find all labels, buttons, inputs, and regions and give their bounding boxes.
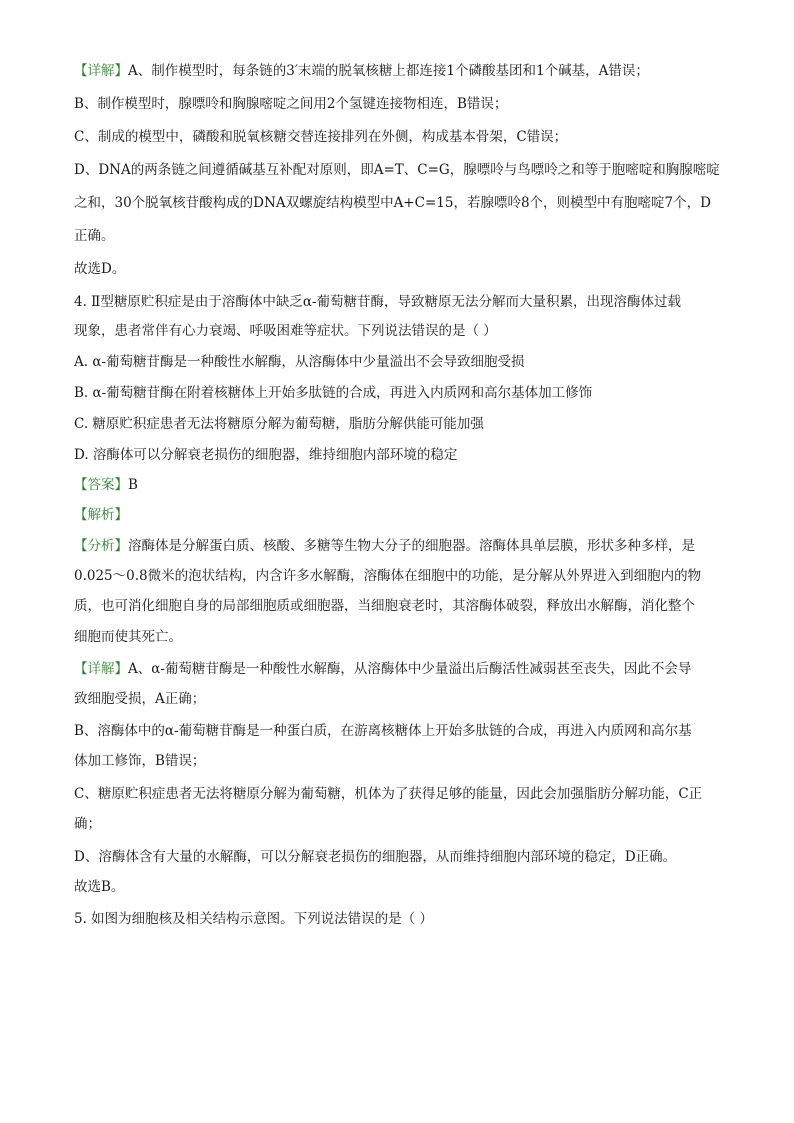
answer-tag: 【答案】 (74, 477, 128, 493)
answer-line (74, 476, 138, 494)
line-text: B、制作模型时，腺嘌呤和胸腺嘧啶之间用2个氢键连接物相连，B错误； (74, 96, 508, 112)
line-text: 确； (74, 816, 101, 832)
analysis-tag: 【解析】 (74, 507, 128, 523)
text-line (74, 567, 701, 585)
line-text: 细胞而使其死亡。 (74, 629, 182, 645)
text-line (74, 597, 695, 615)
line-text: 现象，患者常伴有心力衰竭、呼吸困难等症状。下列说法错误的是（ ） (74, 323, 497, 339)
text-line (74, 537, 695, 555)
question-4-stem (74, 293, 681, 311)
section-tag: 【详解】 (74, 63, 128, 79)
line-text: C、糖原贮积症患者无法将糖原分解为葡萄糖，机体为了获得足够的能量，因此会加强脂肪分解功能，C正 (74, 786, 703, 802)
text-line (74, 62, 649, 80)
line-text: 故选B。 (74, 879, 125, 895)
text-line (74, 128, 567, 146)
section-tag: 【详解】 (74, 661, 128, 677)
text-line (74, 752, 205, 770)
line-text: 正确。 (74, 228, 115, 244)
text-line (74, 722, 692, 740)
text-line (74, 878, 124, 896)
line-text: D. 溶酶体可以分解衰老损伤的细胞器，维持细胞内部环境的稳定 (74, 447, 458, 463)
line-text: 溶酶体是分解蛋白质、核酸、多糖等生物大分子的细胞器。溶酶体具单层膜，形状多种多样，是 (128, 538, 695, 554)
text-line (74, 322, 497, 340)
text-line (74, 95, 507, 113)
line-text: A、α-葡萄糖苷酶是一种酸性水解酶，从溶酶体中少量溢出后酶活性减弱甚至丧失，因此不会导 (128, 661, 692, 677)
line-text: 质，也可消化细胞自身的局部细胞质或细胞器，当细胞衰老时，其溶酶体破裂，释放出水解酶，消化整个 (74, 598, 695, 614)
text-line (74, 628, 182, 646)
line-text: 4. Ⅱ型糖原贮积症是由于溶酶体中缺乏α-葡萄糖苷酶，导致糖原无法分解而大量积累，出现溶酶体过载 (74, 294, 682, 310)
line-text: 致细胞受损，A正确； (74, 691, 206, 707)
text-line (74, 690, 205, 708)
option-c (74, 415, 484, 433)
answer-value: B (128, 477, 138, 493)
option-a (74, 353, 525, 371)
text-line (74, 260, 125, 278)
line-text: 故选D。 (74, 261, 126, 277)
text-line (74, 194, 711, 212)
question-5-stem (74, 910, 433, 928)
line-text: B、溶酶体中的α-葡萄糖苷酶是一种蛋白质，在游离核糖体上开始多肽链的合成，再进入内质网和高尔基 (74, 723, 692, 739)
analysis-heading (74, 506, 128, 524)
line-text: A. α-葡萄糖苷酶是一种酸性水解酶，从溶酶体中少量溢出不会导致细胞受损 (74, 354, 525, 370)
text-line (74, 815, 101, 833)
text-line (74, 227, 115, 245)
text-line (74, 848, 676, 866)
line-text: C、制成的模型中，磷酸和脱氧核糖交替连接排列在外侧，构成基本骨架，C错误； (74, 129, 568, 145)
option-d (74, 446, 457, 464)
line-text: A、制作模型时，每条链的3′末端的脱氧核糖上都连接1个磷酸基团和1个碱基，A错误； (128, 63, 649, 79)
line-text: B. α-葡萄糖苷酶在附着核糖体上开始多肽链的合成，再进入内质网和高尔基体加工修饰 (74, 385, 593, 401)
line-text: 体加工修饰，B错误； (74, 753, 206, 769)
line-text: 5. 如图为细胞核及相关结构示意图。下列说法错误的是（ ） (74, 911, 433, 927)
option-b (74, 384, 592, 402)
text-line (74, 660, 691, 678)
text-line (74, 785, 702, 803)
line-text: D、DNA的两条链之间遵循碱基互补配对原则，即A=T、C=G，腺嘌呤与鸟嘌呤之和等于胞嘧啶和胸腺嘧啶 (74, 162, 720, 178)
line-text: D、溶酶体含有大量的水解酶，可以分解衰老损伤的细胞器，从而维持细胞内部环境的稳定，D正确。 (74, 849, 677, 865)
line-text: 0.025～0.8微米的泡状结构，内含许多水解酶，溶酶体在细胞中的功能，是分解从外界进入到细胞内的物 (74, 568, 702, 584)
line-text: C. 糖原贮积症患者无法将糖原分解为葡萄糖，脂肪分解供能可能加强 (74, 416, 484, 432)
section-tag: 【分析】 (74, 538, 128, 554)
line-text: 之和，30个脱氧核苷酸构成的DNA双螺旋结构模型中A+C=15，若腺嘌呤8个，则模型中有胞嘧啶7个，D (74, 195, 711, 211)
text-line (74, 161, 720, 179)
